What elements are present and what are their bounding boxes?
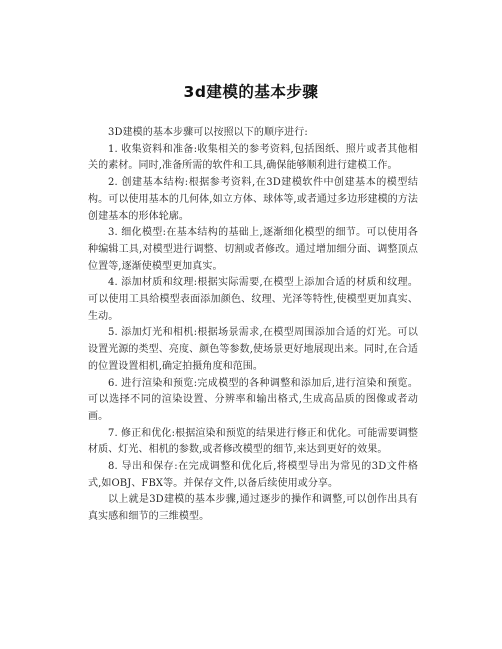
step-8-paragraph: 8. 导出和保存:在完成调整和优化后,将模型导出为常见的3D文件格式,如OBJ、FBX等。并保存文件,以备后续使用或分享。: [88, 461, 418, 489]
step-4-paragraph: 4. 添加材质和纹理:根据实际需要,在模型上添加合适的材质和纹理。可以使用工具给模型表面添加颜色、纹理、光泽等特性,使模型更加真实、生动。: [88, 277, 418, 322]
document-body: [88, 125, 418, 526]
step-5-paragraph: 5. 添加灯光和相机:根据场景需求,在模型周围添加合适的灯光。可以设置光源的类型、亮度、颜色等参数,使场景更好地展现出来。同时,在合适的位置设置相机,确定拍摄角度和范围。: [88, 327, 418, 372]
step-1-paragraph: 1. 收集资料和准备:收集相关的参考资料,包括图纸、照片或者其他相关的素材。同时,准备所需的软件和工具,确保能够顺利进行建模工作。: [88, 143, 418, 172]
step-3-paragraph: 3. 细化模型:在基本结构的基础上,逐渐细化模型的细节。可以使用各种编辑工具,对模型进行调整、切割或者修改。通过增加细分面、调整顶点位置等,逐渐使模型更加真实。: [88, 227, 418, 272]
intro-paragraph: 3D建模的基本步骤可以按照以下的顺序进行:: [108, 127, 308, 138]
conclusion-paragraph: 以上就是3D建模的基本步骤,通过逐步的操作和调整,可以创作出具有真实感和细节的三维模型。: [88, 494, 418, 523]
step-6-paragraph: 6. 进行渲染和预览:完成模型的各种调整和添加后,进行渲染和预览。可以选择不同的渲染设置、分辨率和输出格式,生成高品质的图像或者动画。: [88, 377, 418, 422]
step-2-paragraph: 2. 创建基本结构:根据参考资料,在3D建模软件中创建基本的模型结构。可以使用基本的几何体,如立方体、球体等,或者通过多边形建模的方法创建基本的形体轮廓。: [88, 177, 418, 222]
document-title: 3d建模的基本步骤: [183, 83, 319, 101]
step-7-paragraph: 7. 修正和优化:根据渲染和预览的结果进行修正和优化。可能需要调整材质、灯光、相机的参数,或者修改模型的细节,来达到更好的效果。: [88, 427, 418, 456]
